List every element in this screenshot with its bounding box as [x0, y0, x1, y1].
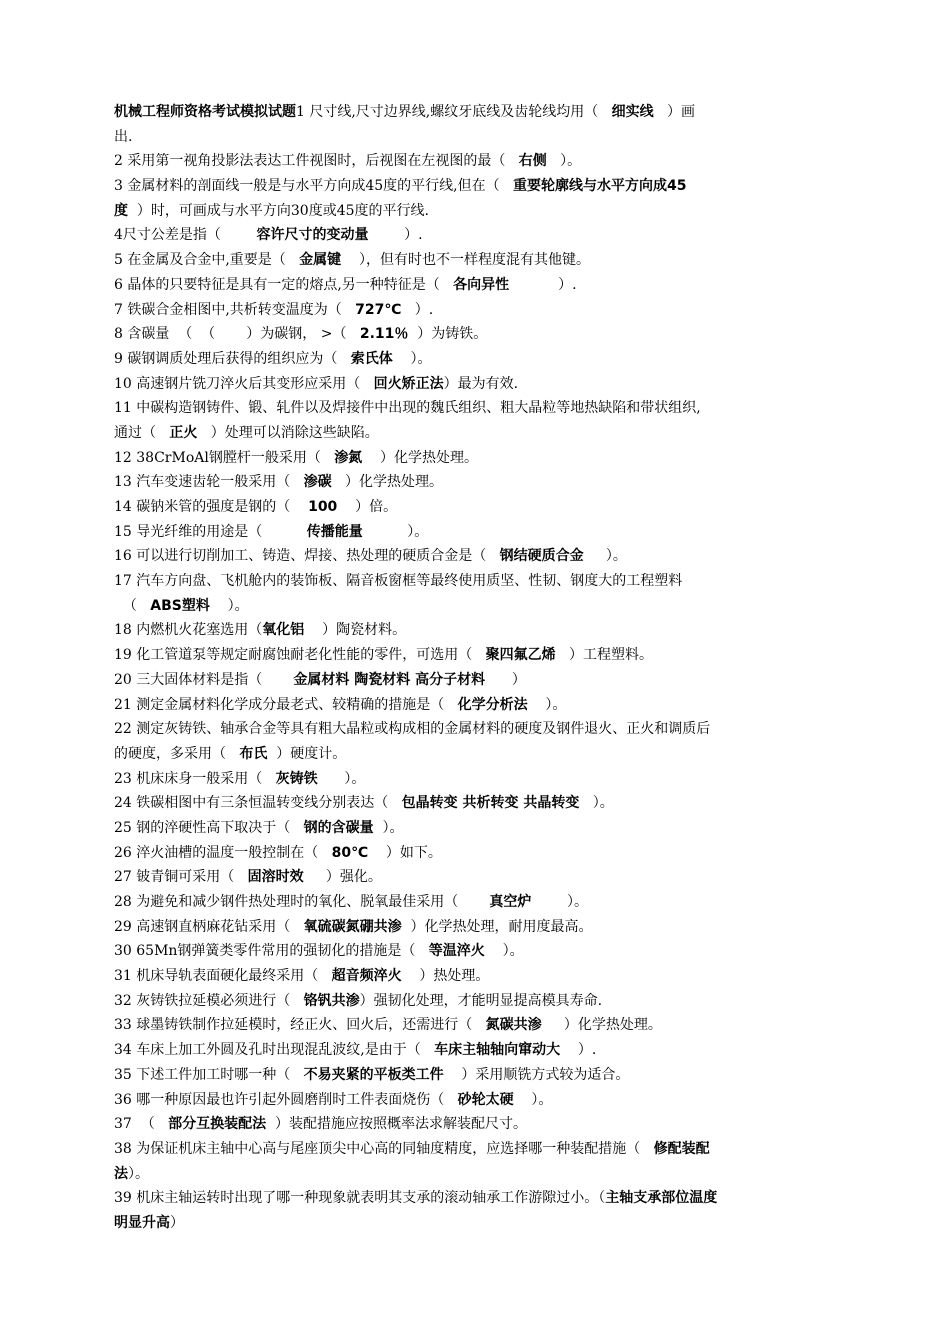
question-text: ）采用顺铣方式较为适合。	[443, 1066, 630, 1083]
answer-text: 度	[114, 202, 128, 219]
question-text: 26 淬火油槽的温度一般控制在（	[114, 844, 332, 861]
question-text: ）强化。	[303, 869, 382, 886]
text-line	[114, 347, 830, 372]
answer-text: 车床主轴轴向窜动大	[434, 1042, 561, 1059]
text-line	[114, 421, 830, 446]
text-line	[114, 372, 830, 397]
text-line	[114, 618, 830, 643]
answer-text: 部分互换装配法	[168, 1116, 267, 1133]
question-text: ）。	[317, 770, 366, 787]
question-text: 22 测定灰铸铁、轴承合金等具有粗大晶粒或构成相的金属材料的硬度及钢件退火、正火和调质后	[114, 721, 711, 738]
text-line	[114, 915, 830, 940]
question-text: 36 哪一种原因最也许引起外圆磨削时工件表面烧伤（	[114, 1091, 458, 1108]
text-line	[114, 939, 830, 964]
question-text: 15 导光纤维的用途是（	[114, 523, 307, 540]
answer-text: 80℃	[331, 844, 369, 861]
answer-text: 100	[308, 499, 338, 515]
answer-text: 727℃	[355, 301, 402, 318]
text-line	[114, 742, 830, 767]
question-text: 39 机床主轴运转时出现了哪一种现象就表明其支承的滚动轴承工作游隙过小。（	[114, 1190, 606, 1207]
question-text: 20 三大固体材料是指（	[114, 671, 294, 688]
question-text: 12 38CrMoAl钢膛杆一般采用（	[114, 449, 335, 466]
answer-text: 包晶转变 共析转变 共晶转变	[401, 795, 580, 812]
answer-text: 氧化铝	[262, 622, 305, 639]
text-line	[114, 1063, 830, 1088]
text-line	[114, 1038, 830, 1063]
answer-text: 重要轮廓线与水平方向成45	[512, 178, 687, 195]
question-text: ）化学热处理，耐用度最高。	[401, 918, 593, 935]
text-line	[114, 396, 830, 421]
text-line	[114, 174, 830, 199]
text-line	[114, 298, 830, 323]
question-text: ）。	[546, 153, 582, 170]
question-text: ）。	[392, 350, 432, 367]
question-text: ）化学热处理。	[362, 449, 478, 466]
question-text: ）强韧化处理，才能明显提高模具寿命.	[359, 992, 603, 1009]
answer-text: 索氏体	[350, 350, 393, 367]
question-text: 33 球墨铸铁制作拉延模时，经正火、回火后，还需进行（	[114, 1017, 486, 1034]
answer-text: 钢的含碳量	[303, 819, 374, 836]
text-line	[114, 1112, 830, 1137]
text-line	[114, 989, 830, 1014]
answer-text: 等温淬火	[428, 943, 485, 960]
question-text: 34 车床上加工外圆及孔时出现混乱波纹,是由于（	[114, 1042, 435, 1059]
text-line	[114, 890, 830, 915]
question-text: 13 汽车变速齿轮一般采用（	[114, 474, 304, 491]
question-text: ）。	[583, 548, 627, 565]
answer-text: 氮碳共渗	[485, 1017, 542, 1034]
question-text: ）。	[513, 1091, 553, 1108]
answer-text: 主轴支承部位温度	[605, 1190, 718, 1207]
question-text: 31 机床导轨表面硬化最终采用（	[114, 968, 332, 985]
answer-text: 灰铸铁	[275, 770, 318, 787]
text-line	[114, 495, 830, 520]
answer-text: 机械工程师资格考试模拟试题	[114, 104, 296, 120]
answer-text: 回火矫正法	[373, 375, 444, 392]
question-text: 23 机床床身一般采用（	[114, 770, 276, 787]
question-text: 出.	[114, 128, 133, 145]
text-line	[114, 693, 830, 718]
question-text: 4尺寸公差是指（	[114, 227, 257, 244]
question-text: ）倍。	[337, 499, 398, 515]
answer-text: 聚四氟乙烯	[485, 647, 556, 664]
answer-text: 法	[114, 1165, 128, 1182]
answer-text: 2.11％	[359, 326, 409, 343]
question-text: ）最为有效.	[443, 375, 519, 392]
text-line	[114, 569, 830, 594]
answer-text: 右侧	[518, 153, 547, 170]
question-text: ）硬度计。	[267, 745, 347, 762]
answer-text: 铬钒共渗	[303, 992, 360, 1009]
text-line	[114, 1088, 830, 1113]
question-text: 11 中碳构造钢铸件、锻、轧件以及焊接件中出现的魏氏组织、粗大晶粒等地热缺陷和带状组织,	[114, 400, 701, 417]
question-text: 9 碳钢调质处理后获得的组织应为（	[114, 350, 351, 367]
text-line	[114, 1137, 830, 1162]
question-text: 32 灰铸铁拉延模必须进行（	[114, 992, 304, 1009]
answer-text: 传播能量	[306, 523, 363, 540]
answer-text: 渗氮	[334, 449, 363, 466]
question-text: ）。	[362, 523, 429, 540]
question-text: 24 铁碳相图中有三条恒温转变线分别表达（	[114, 795, 402, 812]
answer-text: 渗碳	[303, 474, 332, 491]
question-text: 27 铍青铜可采用（	[114, 869, 248, 886]
question-text: 8 含碳量 （ （ ）为碳钢， >（	[114, 326, 360, 343]
question-text: 21 测定金属材料化学成分最老式、较精确的措施是（	[114, 696, 458, 713]
text-line	[114, 223, 830, 248]
answer-text: 金属键	[299, 252, 342, 269]
text-line	[114, 1186, 830, 1211]
question-text: ）处理可以消除这些缺陷。	[197, 424, 379, 441]
text-line	[114, 273, 830, 298]
text-line	[114, 446, 830, 471]
answer-text: 容许尺寸的变动量	[256, 227, 369, 244]
question-text: ）。	[209, 597, 249, 614]
question-text: 2 采用第一视角投影法表达工件视图时，后视图在左视图的最（	[114, 153, 519, 170]
question-text: 30 65Mn钢弹簧类零件常用的强韧化的措施是（	[114, 943, 429, 960]
question-text: ）	[485, 671, 526, 688]
answer-text: 超音频淬火	[331, 968, 402, 985]
question-text: 35 下述工件加工时哪一种（	[114, 1066, 304, 1083]
question-text: ）。	[527, 696, 567, 713]
answer-text: 不易夹紧的平板类工件	[303, 1066, 444, 1083]
answer-text: 修配装配	[653, 1140, 710, 1157]
question-text: ）画	[653, 104, 695, 120]
answer-text: 各向异性	[453, 276, 510, 293]
question-text: ）	[170, 1214, 184, 1231]
text-line	[114, 470, 830, 495]
answer-text: ABS塑料	[150, 597, 210, 614]
question-text: 38 为保证机床主轴中心高与尾座顶尖中心高的同轴度精度，应选择哪一种装配措施（	[114, 1140, 654, 1157]
question-text: ）.	[401, 301, 434, 318]
question-text: ）.	[368, 227, 423, 244]
question-text: 1 尺寸线,尺寸边界线,螺纹牙底线及齿轮线均用（	[296, 104, 612, 120]
question-text: 7 铁碳合金相图中,共析转变温度为（	[114, 301, 356, 318]
question-text: ）如下。	[368, 844, 442, 861]
text-line	[114, 199, 830, 224]
answer-text: 真空炉	[489, 894, 532, 910]
question-text: 16 可以进行切削加工、铸造、焊接、热处理的硬质合金是（	[114, 548, 500, 565]
text-line	[114, 643, 830, 668]
question-text: ）.	[560, 1042, 597, 1059]
answer-text: 细实线	[611, 104, 654, 120]
answer-text: 化学分析法	[457, 696, 528, 713]
question-text: ）。	[579, 795, 614, 812]
question-text: 的硬度，多采用（	[114, 745, 240, 762]
question-text: 37 （	[114, 1116, 169, 1133]
answer-text: 布氏	[239, 745, 268, 762]
question-text: ）。	[128, 1165, 149, 1182]
text-line	[114, 125, 830, 150]
text-line	[114, 248, 830, 273]
text-line	[114, 865, 830, 890]
text-line	[114, 1013, 830, 1038]
question-text: 17 汽车方向盘、飞机舱内的装饰板、隔音板窗框等最终使用质坚、性韧、钢度大的工程塑料	[114, 573, 683, 590]
answer-text: 固溶时效	[247, 869, 304, 886]
question-text: 29 高速钢直柄麻花钻采用（	[114, 918, 304, 935]
question-text: ）时，可画成与水平方向30度或45度的平行线.	[128, 202, 429, 219]
text-line	[114, 1211, 830, 1236]
text-line	[114, 100, 830, 125]
question-text: ）化学热处理。	[331, 474, 443, 491]
text-line	[114, 322, 830, 347]
question-text: 通过（	[114, 424, 170, 441]
answer-text: 正火	[169, 424, 198, 441]
question-text: ）。	[531, 894, 589, 910]
question-text: ）热处理。	[401, 968, 490, 985]
answer-text: 钢结硬质合金	[499, 548, 584, 565]
document-body	[114, 100, 830, 1236]
question-text: 10 高速钢片铣刀淬火后其变形应采用（	[114, 375, 374, 392]
answer-text: 氧硫碳氮硼共渗	[303, 918, 402, 935]
text-line	[114, 767, 830, 792]
question-text: ）。	[484, 943, 524, 960]
text-line	[114, 668, 830, 693]
question-text: 25 钢的淬硬性高下取决于（	[114, 819, 304, 836]
question-text: ）化学热处理。	[541, 1017, 662, 1034]
question-text: ）.	[509, 276, 577, 293]
text-line	[114, 1162, 830, 1187]
question-text: 3 金属材料的剖面线一般是与水平方向成45度的平行线,但在（	[114, 178, 513, 195]
text-line	[114, 816, 830, 841]
question-text: 19 化工管道泵等规定耐腐蚀耐老化性能的零件，可选用（	[114, 647, 486, 664]
text-line	[114, 964, 830, 989]
question-text: 5 在金属及合金中,重要是（	[114, 252, 300, 269]
text-line	[114, 791, 830, 816]
question-text: 28 为避免和减少钢件热处理时的氧化、脱氧最佳采用（	[114, 894, 490, 910]
answer-text: 明显升高	[114, 1214, 170, 1231]
question-text: ）工程塑料。	[555, 647, 653, 664]
question-text: ）。	[373, 819, 404, 836]
text-line	[114, 520, 830, 545]
question-text: ）为铸铁。	[408, 326, 488, 343]
question-text: 6 晶体的只要特征是具有一定的熔点,另一种特征是（	[114, 276, 454, 293]
text-line	[114, 594, 830, 619]
question-text: ），但有时也不一样程度混有其他键。	[341, 252, 590, 269]
question-text: ）装配措施应按照概率法求解装配尺寸。	[266, 1116, 527, 1133]
answer-text: 金属材料 陶瓷材料 高分子材料	[293, 671, 486, 688]
question-text: 14 碳钠米管的强度是钢的（	[114, 499, 309, 515]
question-text: （	[114, 597, 151, 614]
text-line	[114, 841, 830, 866]
text-line	[114, 717, 830, 742]
question-text: 18 内燃机火花塞选用（	[114, 622, 263, 639]
question-text: ）陶瓷材料。	[304, 622, 407, 639]
text-line	[114, 149, 830, 174]
text-line	[114, 544, 830, 569]
answer-text: 砂轮太硬	[457, 1091, 514, 1108]
